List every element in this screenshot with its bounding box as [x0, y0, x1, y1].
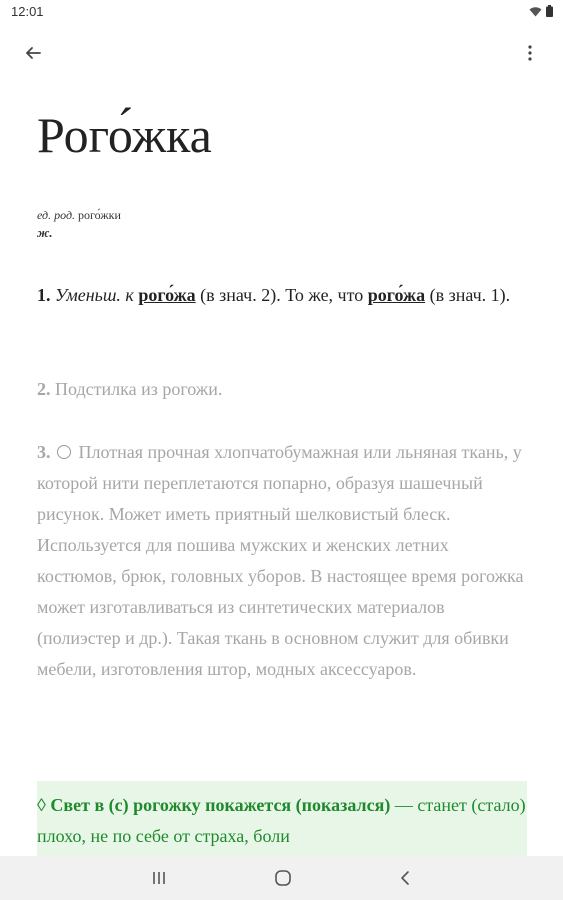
- status-bar: [0, 0, 563, 24]
- reference-link[interactable]: рого́жа: [367, 285, 426, 305]
- sense-text: Плотная прочная хлопчатобумажная или льняная ткань, у которой нити переплетаются попарно, образуя шашечный рисунок. Может иметь приятный шелковистый блеск. Используется для пошива мужских и женских летних костюмов, брюк, головных уборов. В настоящее время рогожка может изготавливаться из синтетических материалов (полиэстер и др.). Такая ткань в основном служит для обивки мебели, изготовления штор, модных аксессуаров.: [37, 442, 524, 679]
- headword: Рого́жка: [37, 107, 212, 163]
- recents-icon[interactable]: [148, 868, 170, 888]
- sense-3: [37, 437, 527, 685]
- sense-text: Подстилка из рогожи.: [55, 379, 223, 399]
- form-label: ед. род.: [37, 208, 76, 222]
- sense-label: Уменьш. к: [55, 285, 134, 305]
- form-value: рого́жки: [78, 208, 121, 222]
- sense-number: 1.: [37, 285, 51, 305]
- navigation-bar: [0, 856, 563, 900]
- wifi-icon: [529, 6, 542, 17]
- sense-text: (в знач. 1).: [429, 285, 511, 305]
- status-time: 12:01: [11, 4, 44, 19]
- back-chevron-icon[interactable]: [395, 868, 417, 888]
- battery-icon: [546, 5, 553, 17]
- home-icon[interactable]: [272, 868, 294, 888]
- word-forms: [37, 207, 121, 224]
- idiom-phrase: Свет в (с) рогожку покажется (показался): [50, 795, 391, 815]
- circle-icon: [57, 445, 71, 459]
- idiom-marker: ◊: [37, 795, 46, 815]
- idiom: [37, 790, 527, 852]
- sense-number: 3.: [37, 442, 51, 462]
- reference-link[interactable]: рого́жа: [138, 285, 196, 305]
- sense-text: (в знач. 2). То же, что: [200, 285, 364, 305]
- sense-2: [37, 374, 527, 405]
- more-vertical-icon[interactable]: [517, 40, 543, 66]
- gender-label: ж.: [37, 225, 53, 240]
- arrow-left-icon[interactable]: [20, 40, 46, 66]
- idiom-meaning: — станет (стало) плохо, не по себе от страха, боли: [37, 795, 526, 846]
- status-icons: [529, 5, 553, 17]
- sense-number: 2.: [37, 379, 51, 399]
- sense-1: [37, 280, 527, 311]
- app-bar: [0, 30, 563, 76]
- grammar-info: [37, 207, 121, 241]
